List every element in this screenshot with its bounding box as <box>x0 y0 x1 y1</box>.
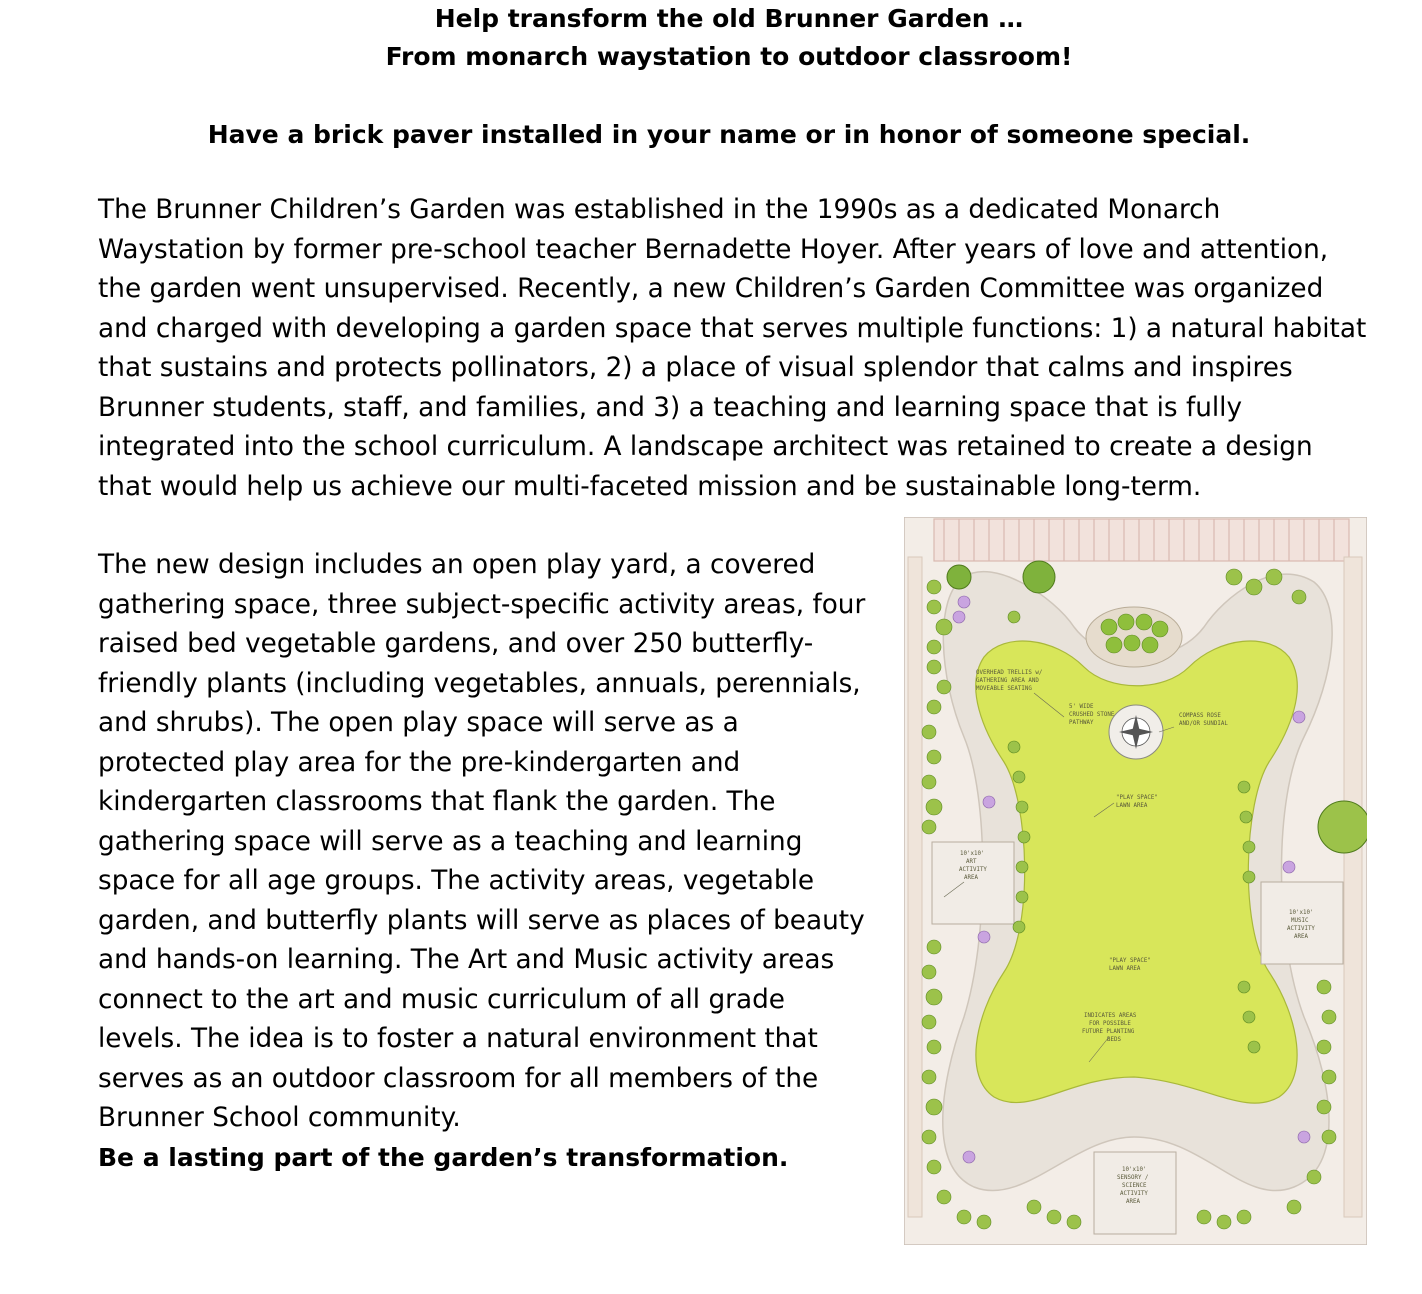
svg-text:ACTIVITY: ACTIVITY <box>1120 1191 1148 1197</box>
label-indicates: INDICATES AREAS <box>1084 1013 1137 1019</box>
svg-text:FOR POSSIBLE: FOR POSSIBLE <box>1089 1021 1131 1027</box>
svg-text:CRUSHED STONE: CRUSHED STONE <box>1069 712 1115 718</box>
svg-text:LAWN AREA: LAWN AREA <box>1116 803 1148 809</box>
heading-paver-offer: Have a brick paver installed in your name or in honor of someone special. <box>207 120 1251 149</box>
closing-statement: Be a lasting part of the garden’s transformation. <box>98 1143 789 1172</box>
label-play-1: "PLAY SPACE" <box>1116 795 1158 801</box>
svg-text:SCIENCE: SCIENCE <box>1122 1183 1147 1189</box>
svg-text:PATHWAY: PATHWAY <box>1069 720 1094 726</box>
svg-text:AND/OR SUNDIAL: AND/OR SUNDIAL <box>1179 721 1228 727</box>
svg-text:FUTURE PLANTING: FUTURE PLANTING <box>1082 1029 1135 1035</box>
paragraph-history: The Brunner Children’s Garden was established in the 1990s as a dedicated Monarch Waystation by former pre-school teacher Bernadette Hoyer. After years of love and attention, the garden went unsupervised. Recently, a new Children’s Garden Committee was organized and charged with developing a garden space that serves multiple functions: 1) a natural habitat that sustains and protects pollinators, 2) a place of visual splendor that calms and inspires Brunner students, staff, and families, and 3) a teaching and learning space that is fully integrated into the school curriculum. A landscape architect was retained to create a design that would help us achieve our multi-faceted mission and be sustainable long-term. <box>98 195 1367 502</box>
svg-text:AREA: AREA <box>964 875 978 881</box>
heading-line-1: Help transform the old Brunner Garden … <box>434 4 1024 33</box>
trellis-slats <box>934 519 1349 561</box>
svg-text:GATHERING AREA AND: GATHERING AREA AND <box>976 678 1039 684</box>
label-compass: COMPASS ROSE <box>1179 713 1221 719</box>
label-trellis: OVERHEAD TRELLIS w/ <box>976 670 1043 676</box>
svg-text:MOVEABLE SEATING: MOVEABLE SEATING <box>976 686 1032 692</box>
label-play-2: "PLAY SPACE" <box>1109 958 1151 964</box>
svg-text:ART: ART <box>966 859 977 865</box>
svg-text:MUSIC: MUSIC <box>1291 918 1309 924</box>
svg-text:BEDS: BEDS <box>1107 1037 1121 1043</box>
svg-text:SENSORY /: SENSORY / <box>1117 1175 1149 1181</box>
label-music: 10'x10' <box>1289 910 1314 916</box>
svg-text:ACTIVITY: ACTIVITY <box>959 867 987 873</box>
heading-line-2: From monarch waystation to outdoor classroom! <box>385 42 1073 71</box>
svg-text:AREA: AREA <box>1294 934 1308 940</box>
svg-text:ACTIVITY: ACTIVITY <box>1287 926 1315 932</box>
garden-site-plan <box>904 517 1367 1245</box>
label-pathway: 5' WIDE <box>1069 704 1094 710</box>
label-art: 10'x10' <box>960 851 985 857</box>
svg-text:LAWN AREA: LAWN AREA <box>1109 966 1141 972</box>
svg-text:AREA: AREA <box>1126 1199 1140 1205</box>
compass-rose-icon <box>1109 705 1163 759</box>
label-sensory: 10'x10' <box>1122 1167 1147 1173</box>
paragraph-design: The new design includes an open play yard, a covered gathering space, three subject-specific activity areas, four raised bed vegetable gardens, and over 250 butterfly-friendly plants (including vegetables, annuals, perennials, and shrubs). The open play space will serve as a protected play area for the pre-kindergarten and kindergarten classrooms that flank the garden. The gathering space will serve as a teaching and learning space for all age groups. The activity areas, vegetable garden, and butterfly plants will serve as places of beauty and hands-on learning. The Art and Music activity areas connect to the art and music curriculum of all grade levels. The idea is to foster a natural environment that serves as an outdoor classroom for all members of the Brunner School community. <box>98 550 866 1133</box>
